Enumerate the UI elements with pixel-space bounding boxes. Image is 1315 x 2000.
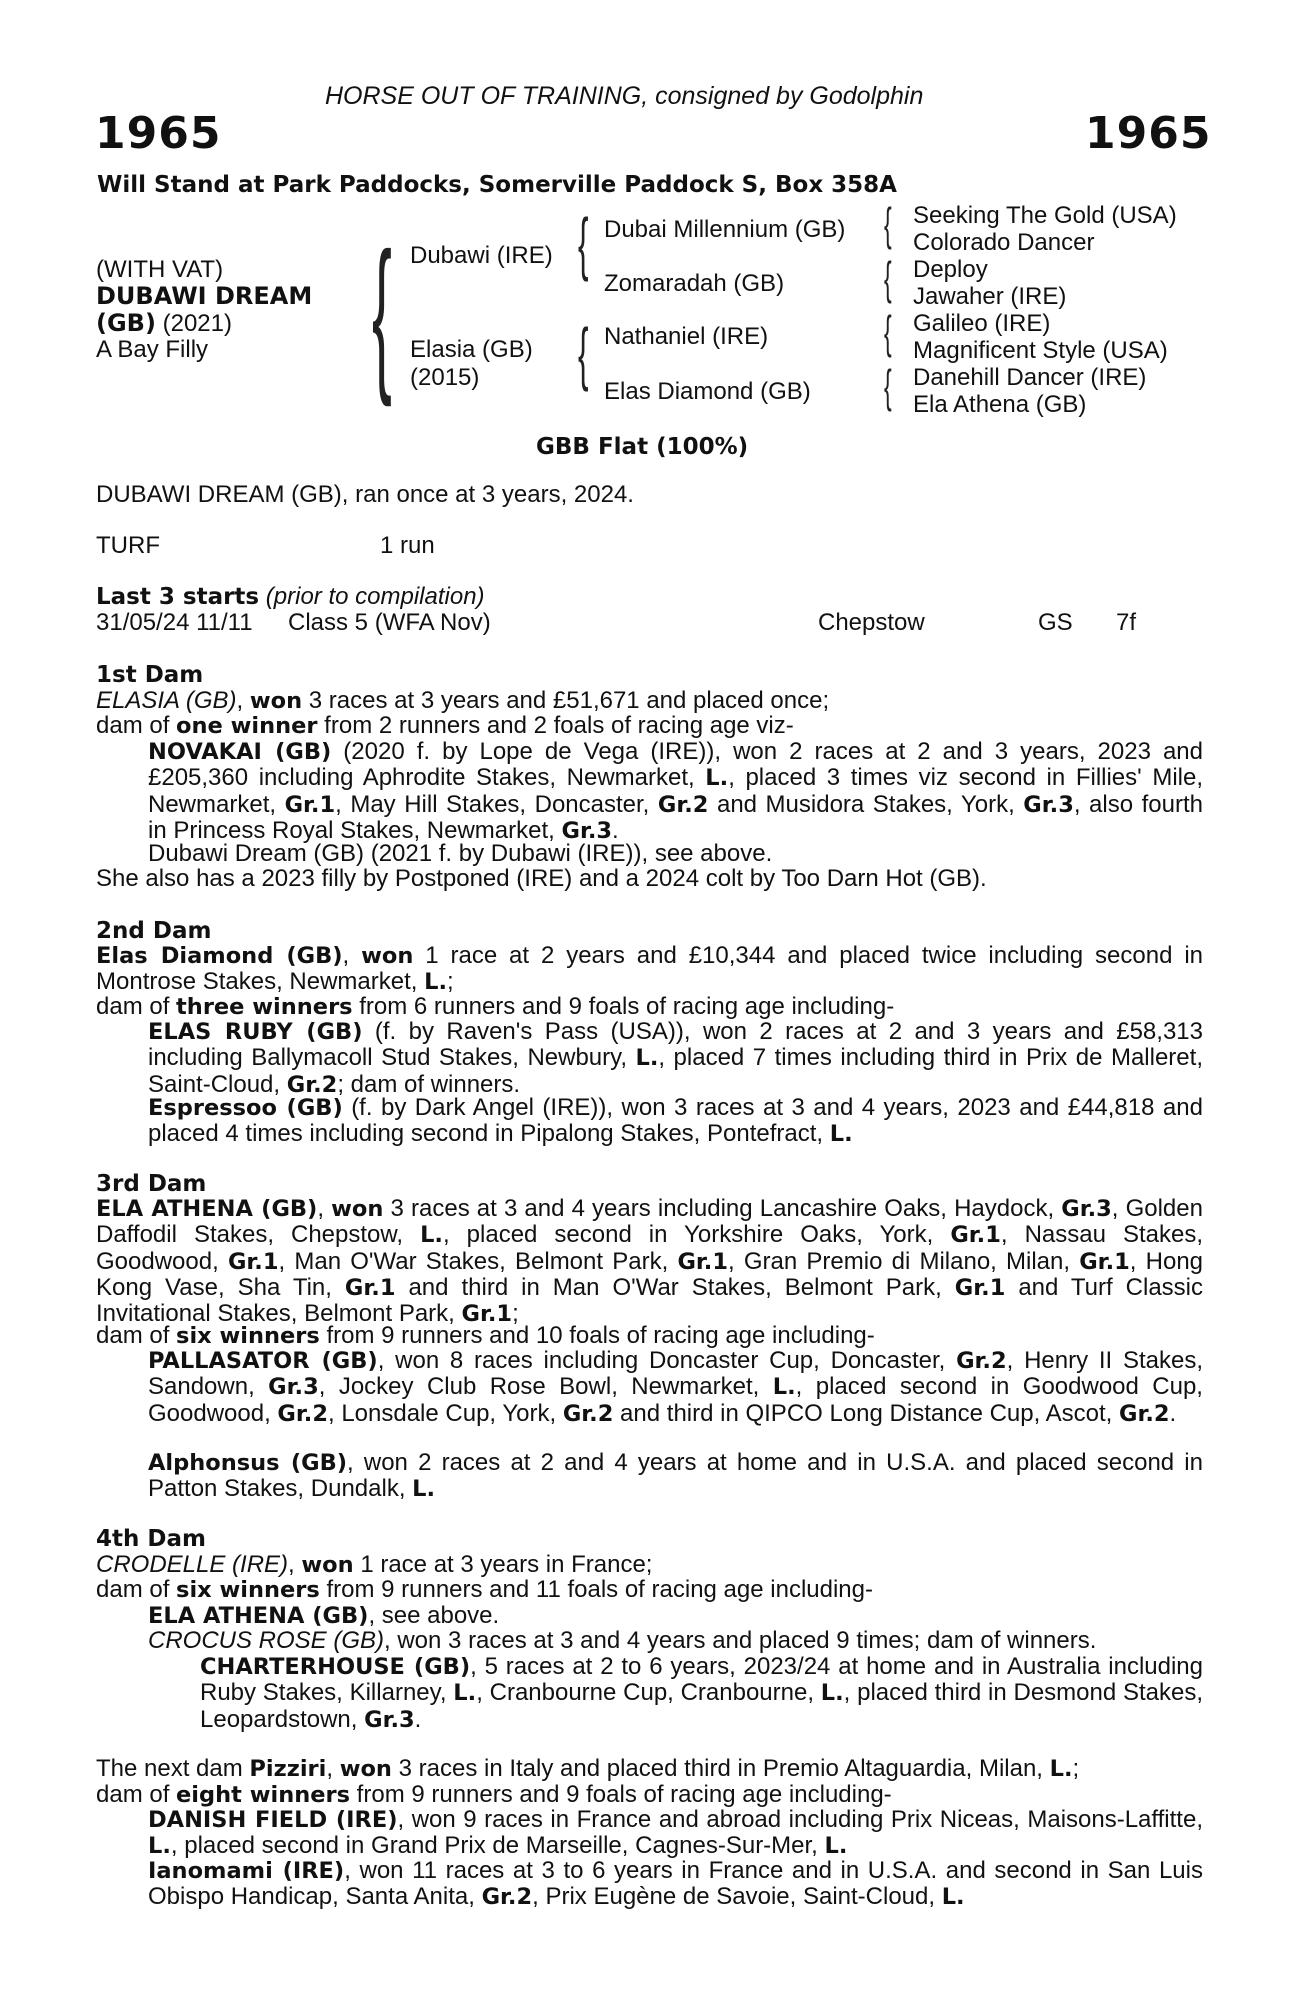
- pedigree-dss: Galileo (IRE): [913, 310, 1051, 337]
- dam2-progeny-1: ELAS RUBY (GB) (f. by Raven's Pass (USA)), won 2 races at 2 and 3 years and £58,313 including Ballymacoll Stud Stakes, Newbury, L., placed 7 times including third in Prix de Malleret, Saint-Cloud, Gr.2; dam of winners.: [148, 1018, 1203, 1098]
- dam4-progeny-1: ELA ATHENA (GB), see above.: [148, 1602, 500, 1629]
- race-summary: DUBAWI DREAM (GB), ran once at 3 years, 2024.: [96, 481, 634, 508]
- dam2-record: Elas Diamond (GB), won 1 race at 2 years and £10,344 and placed twice including second in Montrose Stakes, Newmarket, L.;: [96, 942, 1203, 996]
- last-starts-heading: Last 3 starts (prior to compilation): [96, 583, 485, 610]
- last-start-course: Chepstow: [818, 609, 925, 636]
- dam4-progeny-3: CHARTERHOUSE (GB), 5 races at 2 to 6 years, 2023/24 at home and in Australia including Ruby Stakes, Killarney, L., Cranbourne Cup, Cranbourne, L., placed third in Desmond Stakes, Leopardstown, Gr.3.: [200, 1653, 1204, 1733]
- horse-description: A Bay Filly: [96, 336, 209, 363]
- dam3-dam-of: dam of six winners from 9 runners and 10 foals of racing age including-: [96, 1322, 875, 1349]
- lot-number-right: 1965: [1085, 108, 1212, 159]
- dam3-progeny-2: Alphonsus (GB), won 2 races at 2 and 4 years at home and in U.S.A. and placed second in Patton Stakes, Dundalk, L.: [148, 1449, 1203, 1503]
- pedigree-dam-sire: Nathaniel (IRE): [604, 323, 769, 350]
- dam1-also: She also has a 2023 filly by Postponed (IRE) and a 2024 colt by Too Darn Hot (GB).: [96, 865, 987, 892]
- dam5-progeny-1: DANISH FIELD (IRE), won 9 races in France and abroad including Prix Niceas, Maisons-Laffitte, L., placed second in Grand Prix de Marseille, Cagnes-Sur-Mer, L.: [148, 1806, 1203, 1860]
- dam1-record: ELASIA (GB), won 3 races at 3 years and £51,671 and placed once;: [96, 687, 830, 714]
- consignment-line: HORSE OUT OF TRAINING, consigned by Godolphin: [325, 82, 924, 110]
- dam1-progeny-2: Dubawi Dream (GB) (2021 f. by Dubawi (IRE)), see above.: [148, 840, 773, 867]
- pedigree-sire-dam: Zomaradah (GB): [604, 270, 785, 297]
- pedigree-dds: Danehill Dancer (IRE): [913, 364, 1147, 391]
- dam2-dam-of: dam of three winners from 6 runners and 9 foals of racing age including-: [96, 993, 895, 1020]
- pedigree-brace-main: {: [372, 218, 392, 408]
- pedigree-sire-sire: Dubai Millennium (GB): [604, 216, 846, 243]
- dam3-heading: 3rd Dam: [96, 1171, 207, 1197]
- pedigree-sss: Seeking The Gold (USA): [913, 202, 1177, 229]
- dam3-record: ELA ATHENA (GB), won 3 races at 3 and 4 years including Lancashire Oaks, Haydock, Gr.3, Golden Daffodil Stakes, Chepstow, L., placed second in Yorkshire Oaks, York, Gr.1, Nassau Stakes, Goodwood, Gr.1, Man O'War Stakes, Belmont Park, Gr.1, Gran Premio di Milano, Milan, Gr.1, Hong Kong Vase, Sha Tin, Gr.1 and third in Man O'War Stakes, Belmont Park, Gr.1 and Turf Classic Invitational Stakes, Belmont Park, Gr.1;: [96, 1195, 1204, 1328]
- vat-note: (WITH VAT): [96, 256, 224, 283]
- gbb-flat: GBB Flat (100%): [536, 434, 749, 460]
- pedigree-sire: Dubawi (IRE): [410, 242, 553, 269]
- lot-number-left: 1965: [95, 108, 222, 159]
- pedigree-brace-g3-3: {: [884, 306, 892, 358]
- pedigree-brace-g3-4: {: [884, 360, 892, 412]
- dam3-progeny-1: PALLASATOR (GB), won 8 races including Doncaster Cup, Doncaster, Gr.2, Henry II Stakes, Sandown, Gr.3, Jockey Club Rose Bowl, Newmarket, L., placed second in Goodwood Cup, Goodwood, Gr.2, Lonsdale Cup, York, Gr.2 and third in QIPCO Long Distance Cup, Ascot, Gr.2.: [148, 1347, 1203, 1427]
- dam5-dam-of: dam of eight winners from 9 runners and 9 foals of racing age including-: [96, 1781, 892, 1808]
- last-start-race: Class 5 (WFA Nov): [288, 609, 491, 636]
- surface-runs: 1 run: [380, 532, 435, 559]
- pedigree-dsd: Magnificent Style (USA): [913, 337, 1168, 364]
- dam1-heading: 1st Dam: [96, 662, 204, 688]
- pedigree-sds: Deploy: [913, 256, 988, 283]
- dam4-record: CRODELLE (IRE), won 1 race at 3 years in France;: [96, 1551, 653, 1578]
- dam4-heading: 4th Dam: [96, 1526, 206, 1552]
- horse-name: DUBAWI DREAM: [96, 282, 313, 310]
- dam4-progeny-2: CROCUS ROSE (GB), won 3 races at 3 and 4 years and placed 9 times; dam of winners.: [148, 1627, 1097, 1654]
- dam4-dam-of: dam of six winners from 9 runners and 11 foals of racing age including-: [96, 1576, 873, 1603]
- stand-location: Will Stand at Park Paddocks, Somerville Paddock S, Box 358A: [97, 172, 897, 198]
- dam5-record: The next dam Pizziri, won 3 races in Italy and placed third in Premio Altaguardia, Milan, L.;: [96, 1755, 1080, 1782]
- pedigree-ssd: Colorado Dancer: [913, 229, 1095, 256]
- dam5-progeny-2: Ianomami (IRE), won 11 races at 3 to 6 years in France and in U.S.A. and second in San Luis Obispo Handicap, Santa Anita, Gr.2, Prix Eugène de Savoie, Saint-Cloud, L.: [148, 1857, 1203, 1911]
- pedigree-sdd: Jawaher (IRE): [913, 283, 1067, 310]
- surface-label: TURF: [96, 532, 160, 559]
- pedigree-brace-dam: {: [578, 314, 589, 392]
- horse-origin-year: (GB) (2021): [96, 309, 232, 337]
- pedigree-dam: Elasia (GB): [410, 336, 533, 363]
- pedigree-brace-g3-1: {: [884, 198, 892, 250]
- pedigree-brace-g3-2: {: [884, 252, 892, 304]
- pedigree-dam-dam: Elas Diamond (GB): [604, 378, 811, 405]
- dam1-progeny-1: NOVAKAI (GB) (2020 f. by Lope de Vega (IRE)), won 2 races at 2 and 3 years, 2023 and £205,360 including Aphrodite Stakes, Newmarket, L., placed 3 times viz second in Fillies' Mile, Newmarket, Gr.1, May Hill Stakes, Doncaster, Gr.2 and Musidora Stakes, York, Gr.3, also fourth in Princess Royal Stakes, Newmarket, Gr.3.: [148, 738, 1204, 844]
- dam1-dam-of: dam of one winner from 2 runners and 2 foals of racing age viz-: [96, 712, 794, 739]
- dam2-progeny-2: Espressoo (GB) (f. by Dark Angel (IRE)), won 3 races at 3 and 4 years, 2023 and £44,818 and placed 4 times including second in Pipalong Stakes, Pontefract, L.: [148, 1094, 1203, 1148]
- last-start-going: GS: [1038, 609, 1073, 636]
- last-start-distance: 7f: [1116, 609, 1137, 636]
- pedigree-dam-year: (2015): [410, 364, 480, 391]
- last-start-row: 31/05/24 11/11: [96, 609, 253, 636]
- pedigree-ddd: Ela Athena (GB): [913, 391, 1087, 418]
- dam2-heading: 2nd Dam: [96, 918, 212, 944]
- pedigree-brace-sire: {: [578, 204, 589, 282]
